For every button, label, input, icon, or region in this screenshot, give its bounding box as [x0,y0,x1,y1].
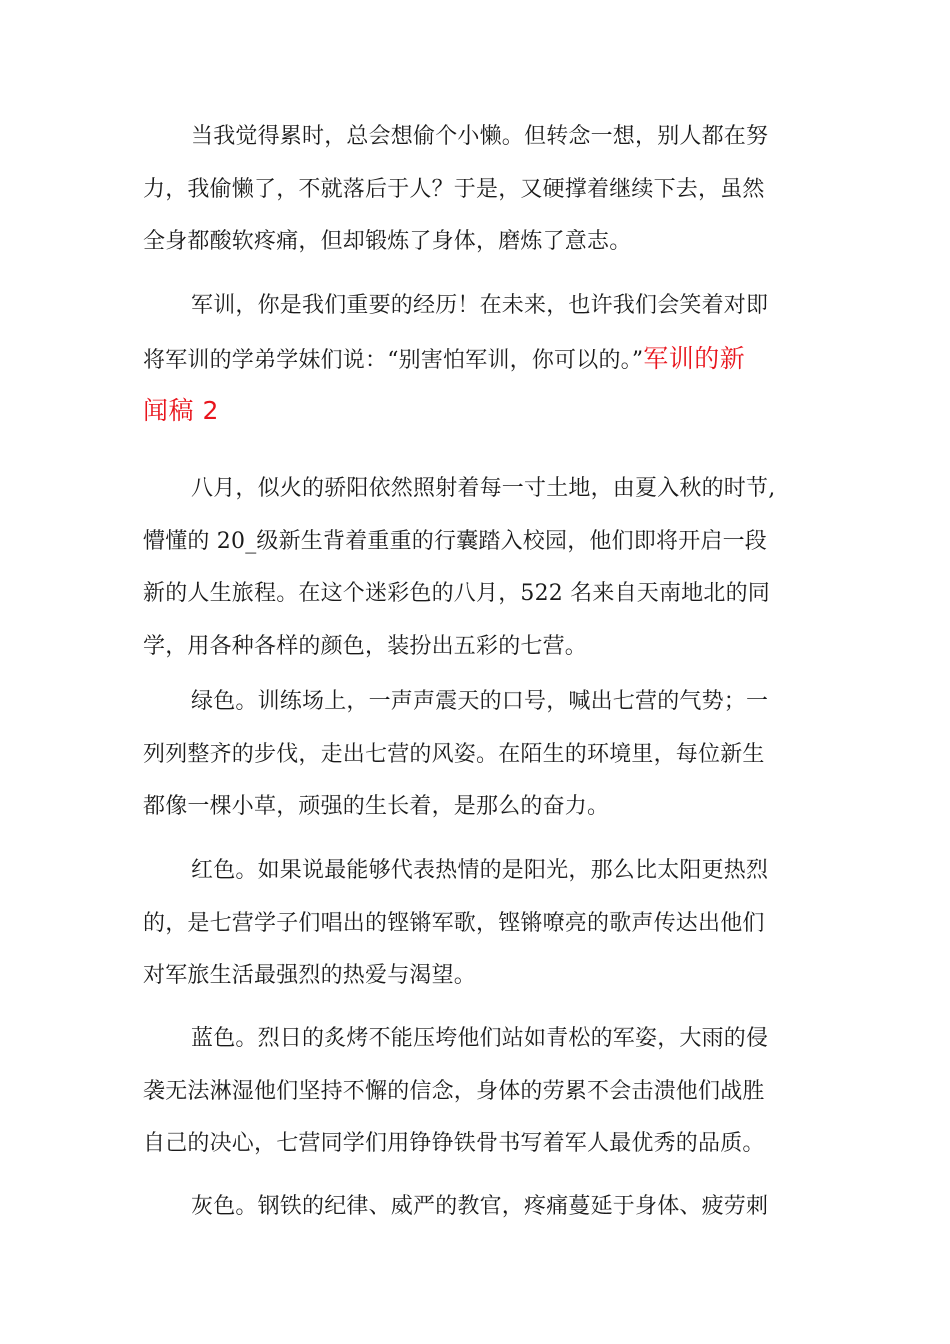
paragraph-line: 学，用各种各样的颜色，装扮出五彩的七营。 [143,633,588,659]
section-heading-part1: 军训的新 [643,343,746,373]
paragraph-line: 灰色。钢铁的纪律、威严的教官，疼痛蔓延于身体、疲劳刺 [191,1194,769,1219]
section-heading-part2: 闻稿 2 [143,396,219,425]
paragraph-line: 蓝色。烈日的炙烤不能压垮他们站如青松的军姿，大雨的侵 [191,1026,769,1051]
paragraph-line: 红色。如果说最能够代表热情的是阳光，那么比太阳更热烈 [191,858,769,883]
paragraph-line: 全身都酸软疼痛，但却锻炼了身体，磨炼了意志。 [143,229,632,254]
paragraph-line: 懵懂的 20_级新生背着重重的行囊踏入校园，他们即将开启一段 [143,528,767,554]
paragraph-line: 袭无法淋湿他们坚持不懈的信念，身体的劳累不会击溃他们战胜 [143,1078,765,1104]
paragraph-line: 的，是七营学子们唱出的铿锵军歌，铿锵嘹亮的歌声传达出他们 [143,910,765,936]
paragraph-line: 绿色。训练场上，一声声震天的口号，喊出七营的气势；一 [191,689,769,714]
paragraph-line: 新的人生旅程。在这个迷彩色的八月，522 名来自天南地北的同 [143,581,770,606]
paragraph-line: 自己的决心，七营同学们用铮铮铁骨书写着军人最优秀的品质。 [143,1131,765,1156]
paragraph-line-with-heading [143,333,807,386]
paragraph-line: 力，我偷懒了，不就落后于人？于是，又硬撑着继续下去，虽然 [143,176,765,202]
paragraph-line: 列列整齐的步伐，走出七营的风姿。在陌生的环境里，每位新生 [143,741,765,767]
paragraph-4 [143,676,807,834]
paragraph-6 [143,1013,807,1171]
paragraph-1 [143,111,807,269]
paragraph-line-text: 将军训的学弟学妹们说：“别害怕军训，你可以的。” [143,347,644,373]
paragraph-7 [143,1181,807,1234]
paragraph-line: 八月，似火的骄阳依然照射着每一寸土地，由夏入秋的时节, [191,476,776,501]
paragraph-line: 军训，你是我们重要的经历！在未来，也许我们会笑着对即 [191,293,769,318]
paragraph-5 [143,845,807,1003]
paragraph-2 [143,280,807,438]
paragraph-line: 当我觉得累时，总会想偷个小懒。但转念一想，别人都在努 [191,124,769,149]
paragraph-line: 对军旅生活最强烈的热爱与渴望。 [143,963,477,988]
paragraph-3 [143,463,807,673]
paragraph-line: 都像一棵小草，顽强的生长着，是那么的奋力。 [143,794,610,819]
